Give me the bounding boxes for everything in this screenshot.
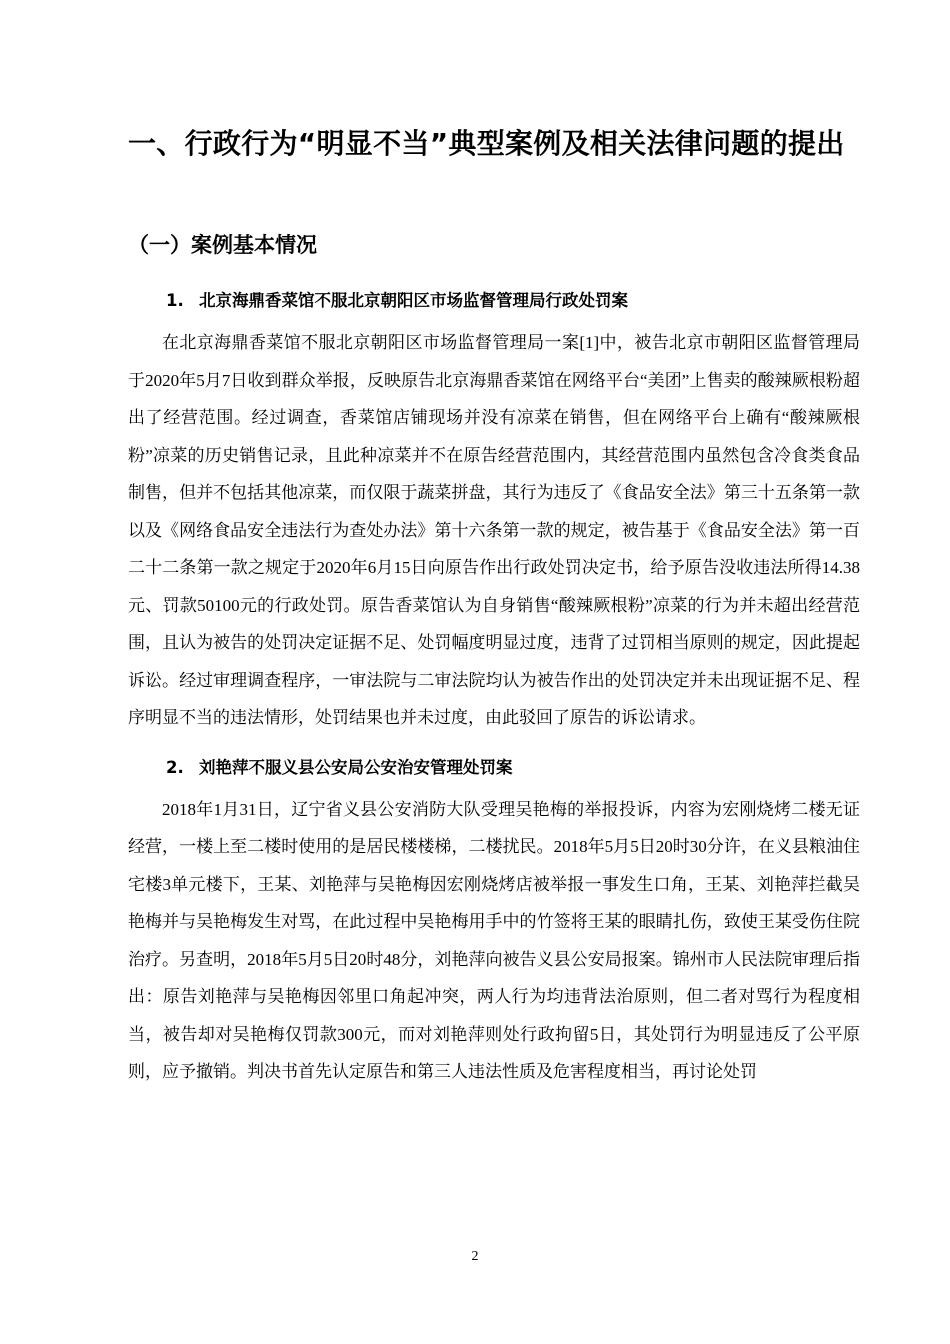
page-content: [128, 118, 860, 1091]
section-heading: （一）案例基本情况: [128, 233, 317, 257]
case-paragraph-2: 2018年1月31日，辽宁省义县公安消防大队受理吴艳梅的举报投诉，内容为宏刚烧烤二楼无证经营，一楼上至二楼时使用的是居民楼楼梯，二楼扰民。2018年5月5日20时30分许，在义县粮油住宅楼3单元楼下，王某、刘艳萍与吴艳梅因宏刚烧烤店被举报一事发生口角，王某、刘艳萍拦截吴艳梅并与吴艳梅发生对骂，在此过程中吴艳梅用手中的竹签将王某的眼睛扎伤，致使王某受伤住院治疗。另查明，2018年5月5日20时48分，刘艳萍向被告义县公安局报案。锦州市人民法院审理后指出：原告刘艳萍与吴艳梅因邻里口角起冲突，两人行为均违背法治原则，但二者对骂行为程度相当，被告却对吴艳梅仅罚款300元，而对刘艳萍则处行政拘留5日，其处罚行为明显违反了公平原则，应予撤销。判决书首先认定原告和第三人违法性质及危害程度相当，再讨论处罚: [128, 799, 860, 1081]
case-paragraph-1: 在北京海鼎香菜馆不服北京朝阳区市场监督管理局一案[1]中，被告北京市朝阳区监督管理局于2020年5月7日收到群众举报，反映原告北京海鼎香菜馆在网络平台“美团”上售卖的酸辣厥根粉超出了经营范围。经过调查，香菜馆店铺现场并没有凉菜在销售，但在网络平台上确有“酸辣厥根粉”凉菜的历史销售记录，且此种凉菜并不在原告经营范围内，其经营范围内虽然包含冷食类食品制售，但并不包括其他凉菜，而仅限于蔬菜拼盘，其行为违反了《食品安全法》第三十五条第一款以及《网络食品安全违法行为查处办法》第十六条第一款的规定，被告基于《食品安全法》第一百二十二条第一款之规定于2020年6月15日向原告作出行政处罚决定书，给予原告没收违法所得14.38元、罚款50100元的行政处罚。原告香菜馆认为自身销售“酸辣厥根粉”凉菜的行为并未超出经营范围，且认为被告的处罚决定证据不足、处罚幅度明显过度，违背了过罚相当原则的规定，因此提起诉讼。经过审理调查程序，一审法院与二审法院均认为被告作出的处罚决定并未出现证据不足、程序明显不当的违法情形，处罚结果也并未过度，由此驳回了原告的诉讼请求。: [128, 333, 860, 727]
case-number: 1.: [166, 291, 184, 310]
case-title: 刘艳萍不服义县公安局公安治安管理处罚案: [199, 757, 513, 777]
case-heading-2: [166, 755, 860, 781]
chapter-title: 一、行政行为“明显不当”典型案例及相关法律问题的提出: [128, 127, 845, 160]
page-number: 2: [471, 1249, 479, 1264]
case-heading-1: [166, 288, 860, 314]
case-number: 2.: [166, 757, 184, 777]
case-title: 北京海鼎香菜馆不服北京朝阳区市场监督管理局行政处罚案: [199, 291, 628, 310]
